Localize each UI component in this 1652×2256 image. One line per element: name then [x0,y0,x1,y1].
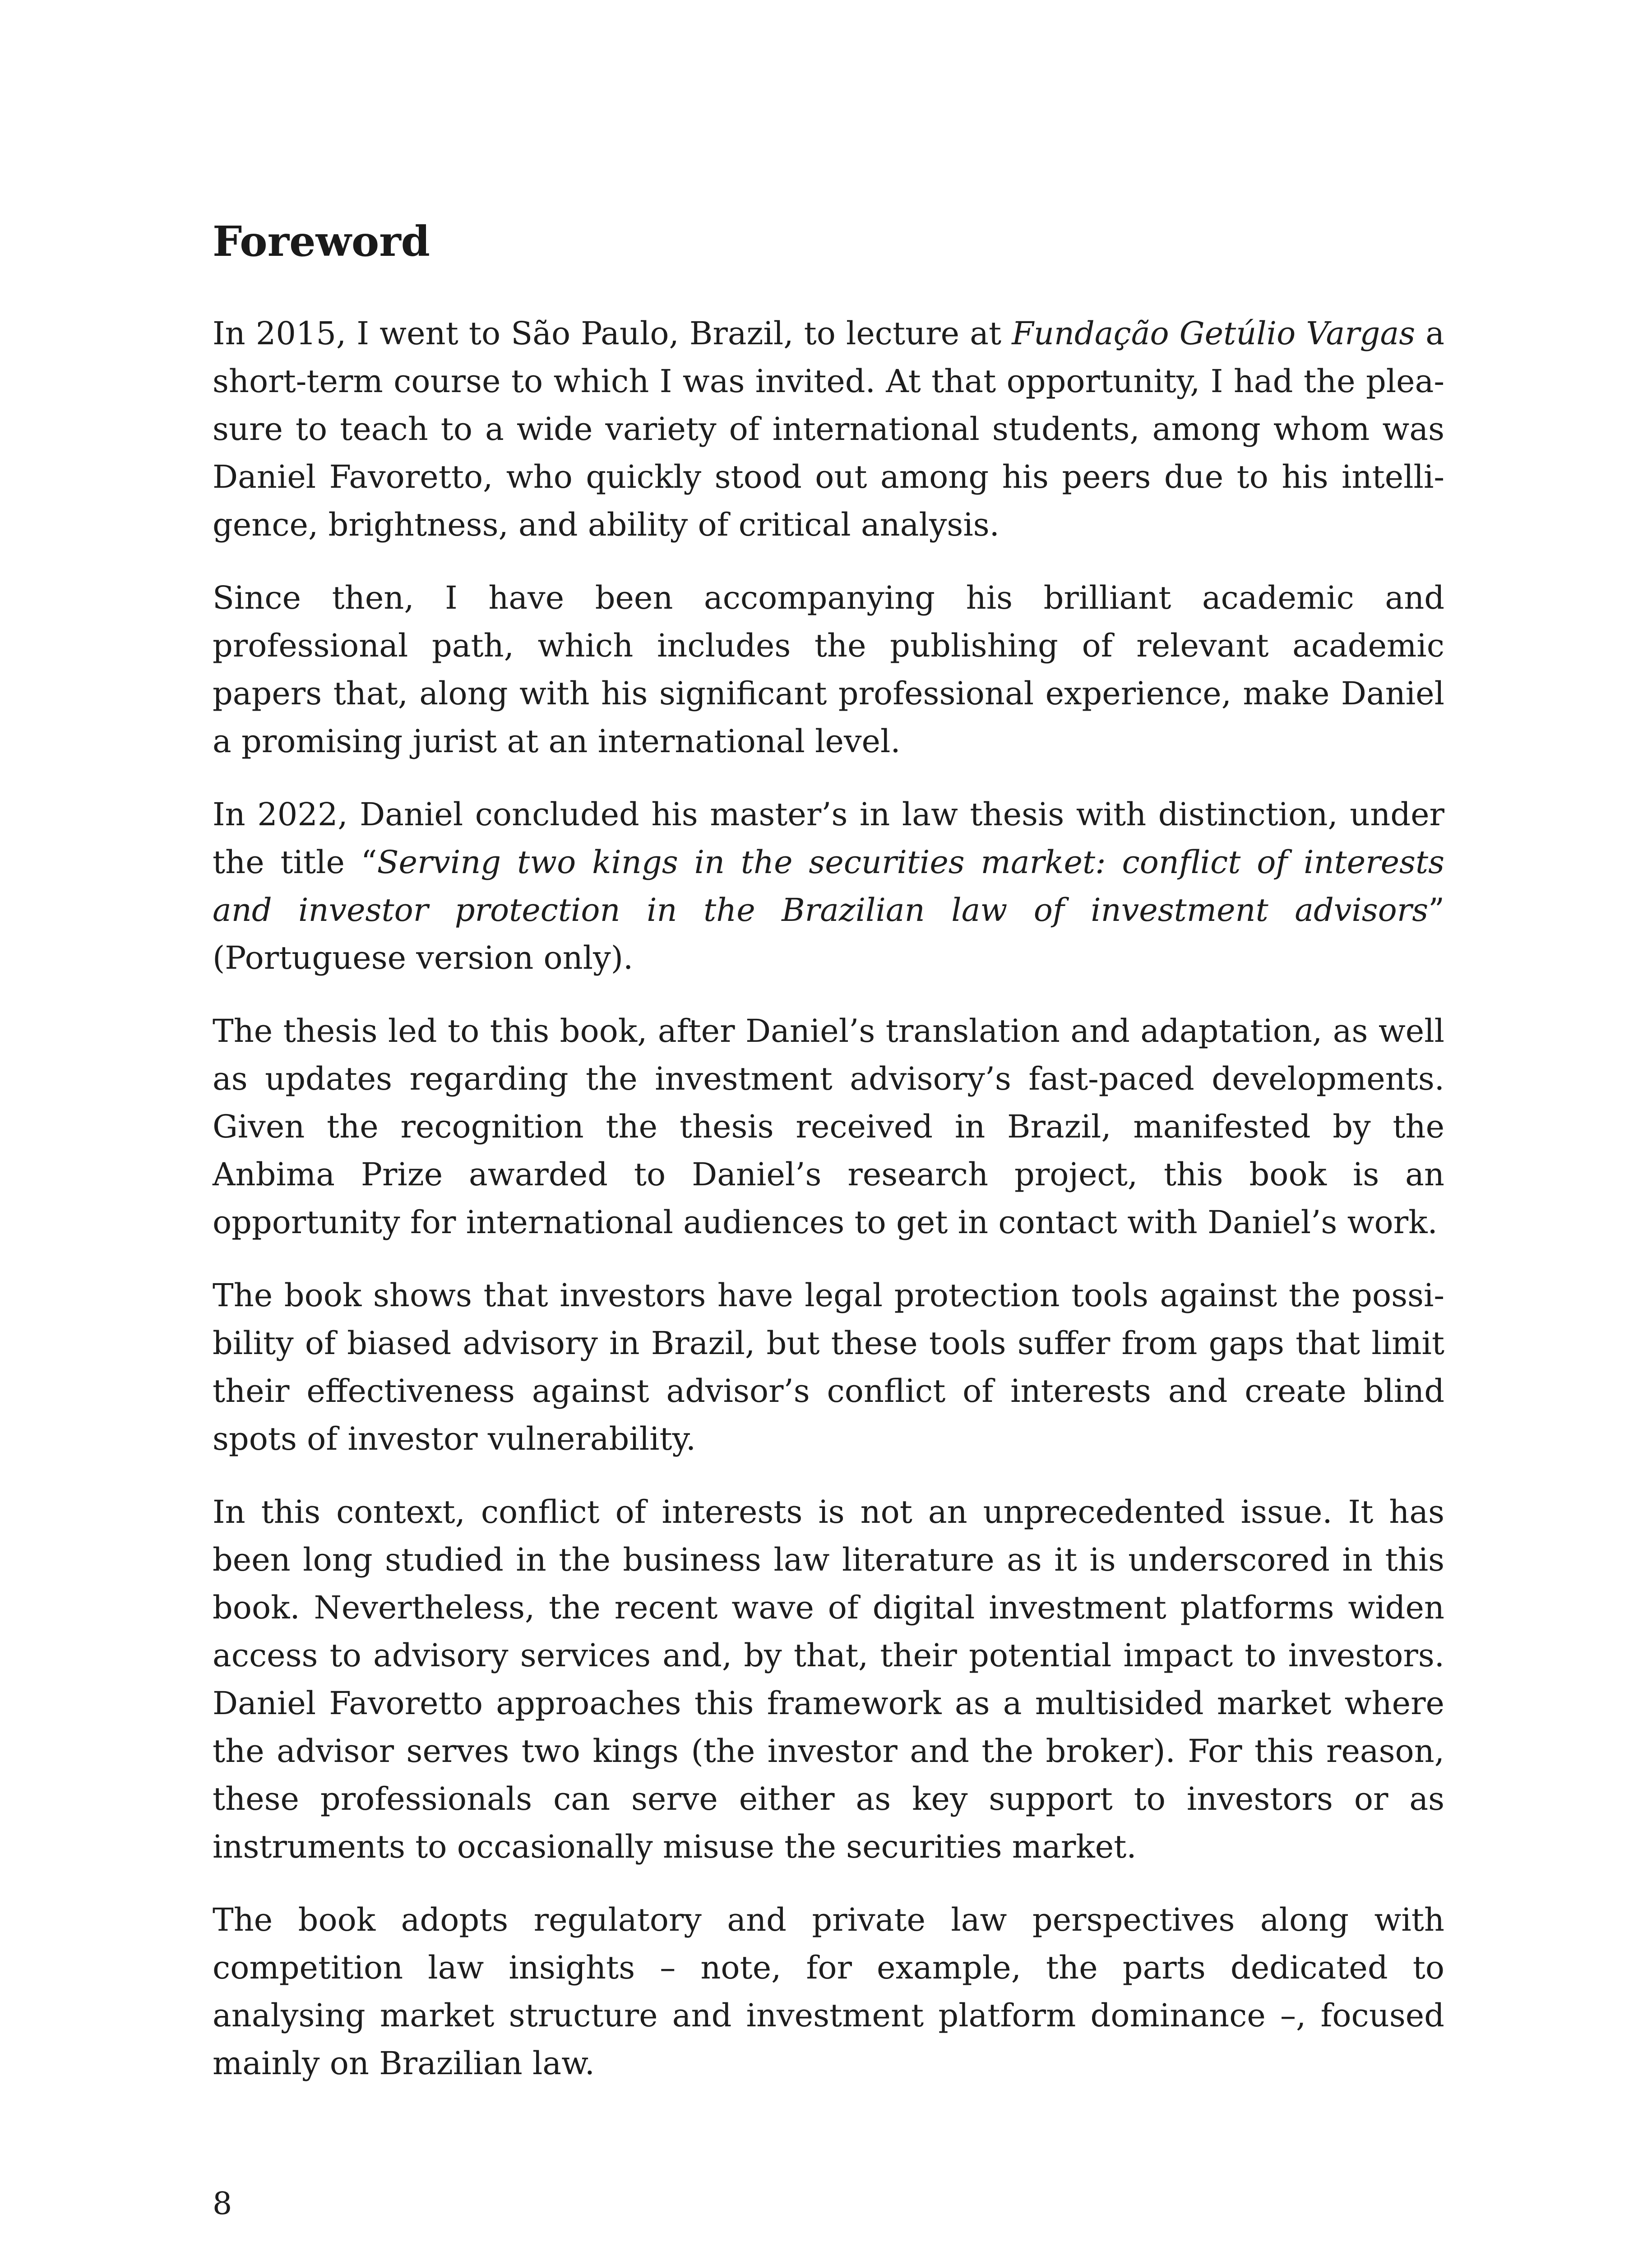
text-segment: In 2022, Daniel concluded his master’s in law thesis with distinction, under the title “ [213,796,1444,881]
italic-text-segment: Serving two kings in the securities market: conflict of interests and investor protection in the Brazilian law of investment advisors [213,844,1444,929]
page-number: 8 [213,2186,232,2222]
body-text [213,310,1444,2113]
text-segment: ” (Portuguese version only). [213,892,1444,976]
paragraph [213,574,1444,765]
paragraph [213,791,1444,982]
paragraph [213,1007,1444,1246]
text-segment: The thesis led to this book, after Daniel’s translation and adaptation, as well as updates regarding the investment advisory’s fast-paced developments. Given the recognition the thesis received in Brazil, manifested by the Anbima Prize awarded to Daniel’s research project, this book is an opportunity for international audiences to get in contact with Daniel’s work. [213,1012,1444,1241]
paragraph [213,1271,1444,1463]
paragraph [213,1896,1444,2087]
text-segment: a short-term course to which I was invited. At that opportunity, I had the pleasure to teach to a wide variety of international students, among whom was Daniel Favoretto, who quickly stood out among his peers due to his intelligence, brightness, and ability of critical analysis. [213,315,1445,543]
paragraph [213,310,1444,549]
italic-text-segment: Fundação Getúlio Vargas [1012,315,1416,352]
page-heading: Foreword [213,217,430,266]
text-segment: Since then, I have been accompanying his brilliant academic and professional path, which includes the publishing of relevant academic papers that, along with his significant professional experience, make Daniel a promising jurist at an international level. [213,579,1444,760]
text-segment: In 2015, I went to São Paulo, Brazil, to lecture at [213,315,1012,352]
text-segment: The book adopts regulatory and private law perspectives along with competition law insights – note, for example, the parts dedicated to analysing market structure and investment platform dominance –, focused mainly on Brazilian law. [213,1901,1444,2082]
text-segment: The book shows that investors have legal protection tools against the possibility of biased advisory in Brazil, but these tools suffer from gaps that limit their effectiveness against advisor’s conflict of interests and create blind spots of investor vulnerability. [213,1277,1444,1457]
paragraph [213,1488,1444,1871]
text-segment: In this context, conflict of interests is not an unprecedented issue. It has been long studied in the business law literature as it is underscored in this book. Nevertheless, the recent wave of digital investment platforms widen access to advisory services and, by that, their potential impact to investors. Daniel Favoretto approaches this framework as a multisided market where the advisor serves two kings (the investor and the broker). For this reason, these professionals can serve either as key support to investors or as instruments to occasionally misuse the securities market. [213,1493,1444,1865]
